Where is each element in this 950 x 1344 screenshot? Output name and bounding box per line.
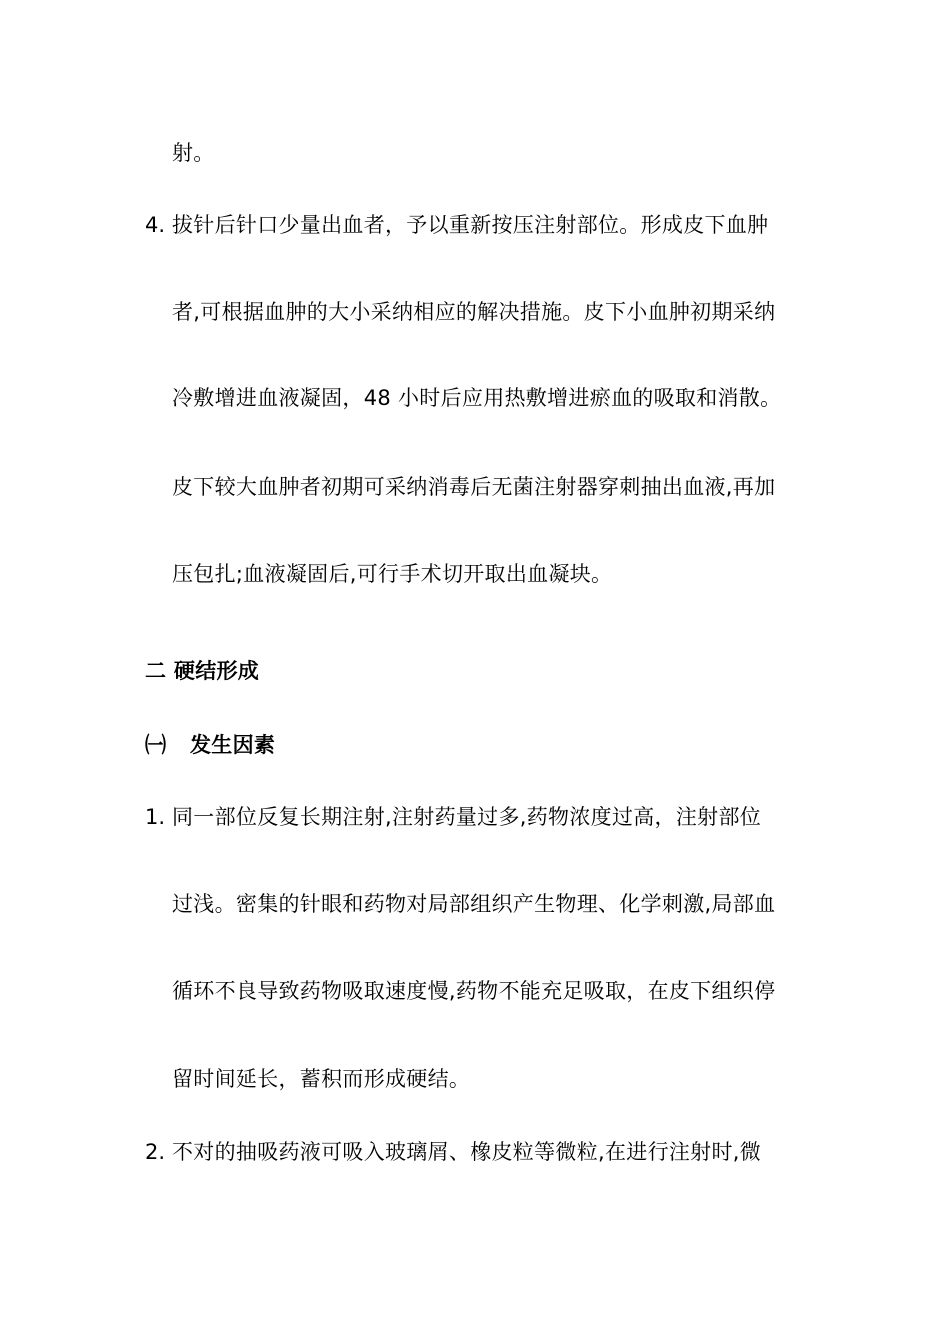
item-1-line-3: 循环不良导致药物吸取速度慢,药物不能充足吸取，在皮下组织停 [172, 979, 776, 1003]
item-4-line-4: 皮下较大血肿者初期可采纳消毒后无菌注射器穿刺抽出血液,再加 [172, 475, 776, 499]
item-2-line-1: 不对的抽吸药液可吸入玻璃屑、橡皮粒等微粒,在进行注射时,微 [172, 1140, 762, 1164]
item-4-line-1: 拔针后针口少量出血者，予以重新按压注射部位。形成皮下血肿 [172, 213, 769, 237]
item-4-line-2: 者,可根据血肿的大小采纳相应的解决措施。皮下小血肿初期采纳 [172, 300, 776, 324]
item-4-line-5: 压包扎;血液凝固后,可行手术切开取出血凝块。 [172, 562, 613, 586]
item-2-number: 2. [145, 1140, 166, 1164]
subsection-1-marker: ㈠ [145, 733, 166, 757]
item-4-line-3: 冷敷增进血液凝固，48 小时后应用热敷增进瘀血的吸取和消散。 [172, 386, 782, 410]
item-1-number: 1. [145, 805, 166, 829]
item-1-line-4: 留时间延长，蓄积而形成硬结。 [172, 1067, 471, 1091]
item-1-line-2: 过浅。密集的针眼和药物对局部组织产生物理、化学刺激,局部血 [172, 892, 776, 916]
continuation-line: 射。 [172, 141, 215, 165]
item-4-number: 4. [145, 213, 166, 237]
item-1-line-1: 同一部位反复长期注射,注射药量过多,药物浓度过高，注射部位 [172, 805, 762, 829]
section-2-title: 二 硬结形成 [145, 659, 260, 683]
subsection-1-title: 发生因素 [190, 733, 276, 757]
